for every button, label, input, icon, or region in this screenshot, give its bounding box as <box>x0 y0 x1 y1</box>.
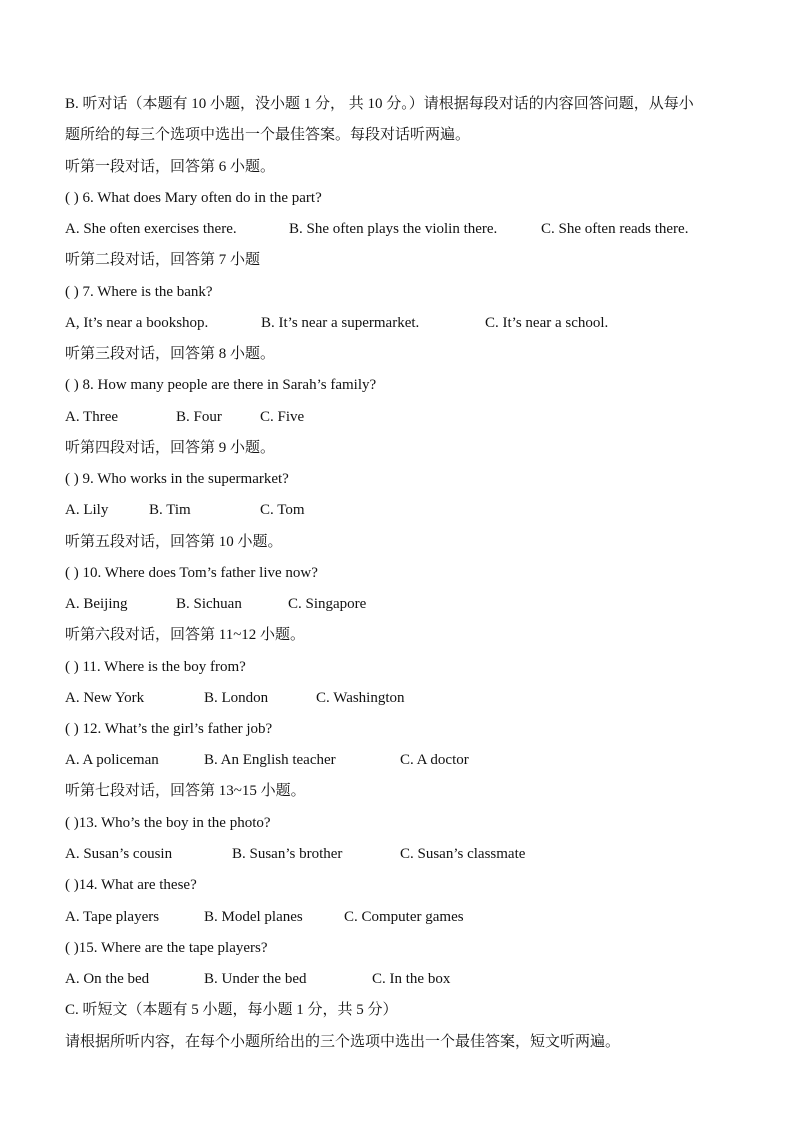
question-stem-6: ( ) 6. What does Mary often do in the part? <box>65 190 322 206</box>
question-stem-14: ( )14. What are these? <box>65 877 197 893</box>
option-c: C. Tom <box>260 502 305 518</box>
option-c: C. It’s near a school. <box>485 315 609 331</box>
option-b: B. Tim <box>149 502 191 518</box>
dialogue-intro-7: 听第七段对话，回答第 13~15 小题。 <box>65 783 306 799</box>
option-c: C. Singapore <box>288 596 367 612</box>
option-b: B. Four <box>176 409 222 425</box>
option-c: C. She often reads there. <box>541 221 689 237</box>
option-a: A. Lily <box>65 502 109 518</box>
dialogue-intro-5: 听第五段对话，回答第 10 小题。 <box>65 534 283 550</box>
option-a: A. A policeman <box>65 752 159 768</box>
option-a: A. She often exercises there. <box>65 221 237 237</box>
option-c: C. Computer games <box>344 909 464 925</box>
option-a: A. Beijing <box>65 596 128 612</box>
option-b: B. An English teacher <box>204 752 336 768</box>
option-c: C. Washington <box>316 690 405 706</box>
option-a: A. New York <box>65 690 145 706</box>
option-a: A. On the bed <box>65 971 150 987</box>
dialogue-intro-2: 听第二段对话，回答第 7 小题 <box>65 252 261 268</box>
option-a: A. Tape players <box>65 909 160 925</box>
section-b-header-line1: B. 听对话（本题有 10 小题，没小题 1 分， 共 10 分。）请根据每段对话的内容回答问题，从每小 <box>65 96 694 112</box>
option-a: A, It’s near a bookshop. <box>65 315 209 331</box>
option-a: A. Three <box>65 409 119 425</box>
question-stem-8: ( ) 8. How many people are there in Sarah’s family? <box>65 377 377 393</box>
dialogue-intro-4: 听第四段对话，回答第 9 小题。 <box>65 440 276 456</box>
question-stem-10: ( ) 10. Where does Tom’s father live now? <box>65 565 318 581</box>
section-c-instruction: 请根据所听内容，在每个小题所给出的三个选项中选出一个最佳答案，短文听两遍。 <box>65 1034 621 1050</box>
question-stem-12: ( ) 12. What’s the girl’s father job? <box>65 721 273 737</box>
dialogue-intro-1: 听第一段对话，回答第 6 小题。 <box>65 159 276 175</box>
dialogue-intro-6: 听第六段对话，回答第 11~12 小题。 <box>65 627 306 643</box>
option-b: B. It’s near a supermarket. <box>261 315 420 331</box>
option-c: C. A doctor <box>400 752 469 768</box>
question-stem-7: ( ) 7. Where is the bank? <box>65 284 213 300</box>
option-c: C. In the box <box>372 971 451 987</box>
question-stem-9: ( ) 9. Who works in the supermarket? <box>65 471 289 487</box>
question-stem-11: ( ) 11. Where is the boy from? <box>65 659 246 675</box>
dialogue-intro-3: 听第三段对话，回答第 8 小题。 <box>65 346 276 362</box>
option-b: B. Sichuan <box>176 596 242 612</box>
option-c: C. Five <box>260 409 305 425</box>
option-a: A. Susan’s cousin <box>65 846 173 862</box>
option-b: B. She often plays the violin there. <box>289 221 498 237</box>
option-b: B. Under the bed <box>204 971 307 987</box>
section-c-header: C. 听短文（本题有 5 小题，每小题 1 分，共 5 分） <box>65 1002 398 1018</box>
question-stem-15: ( )15. Where are the tape players? <box>65 940 268 956</box>
question-stem-13: ( )13. Who’s the boy in the photo? <box>65 815 271 831</box>
option-b: B. Susan’s brother <box>232 846 343 862</box>
option-b: B. Model planes <box>204 909 303 925</box>
section-b-header-line2: 题所给的每三个选项中选出一个最佳答案。每段对话听两遍。 <box>65 127 471 143</box>
option-c: C. Susan’s classmate <box>400 846 526 862</box>
option-b: B. London <box>204 690 269 706</box>
